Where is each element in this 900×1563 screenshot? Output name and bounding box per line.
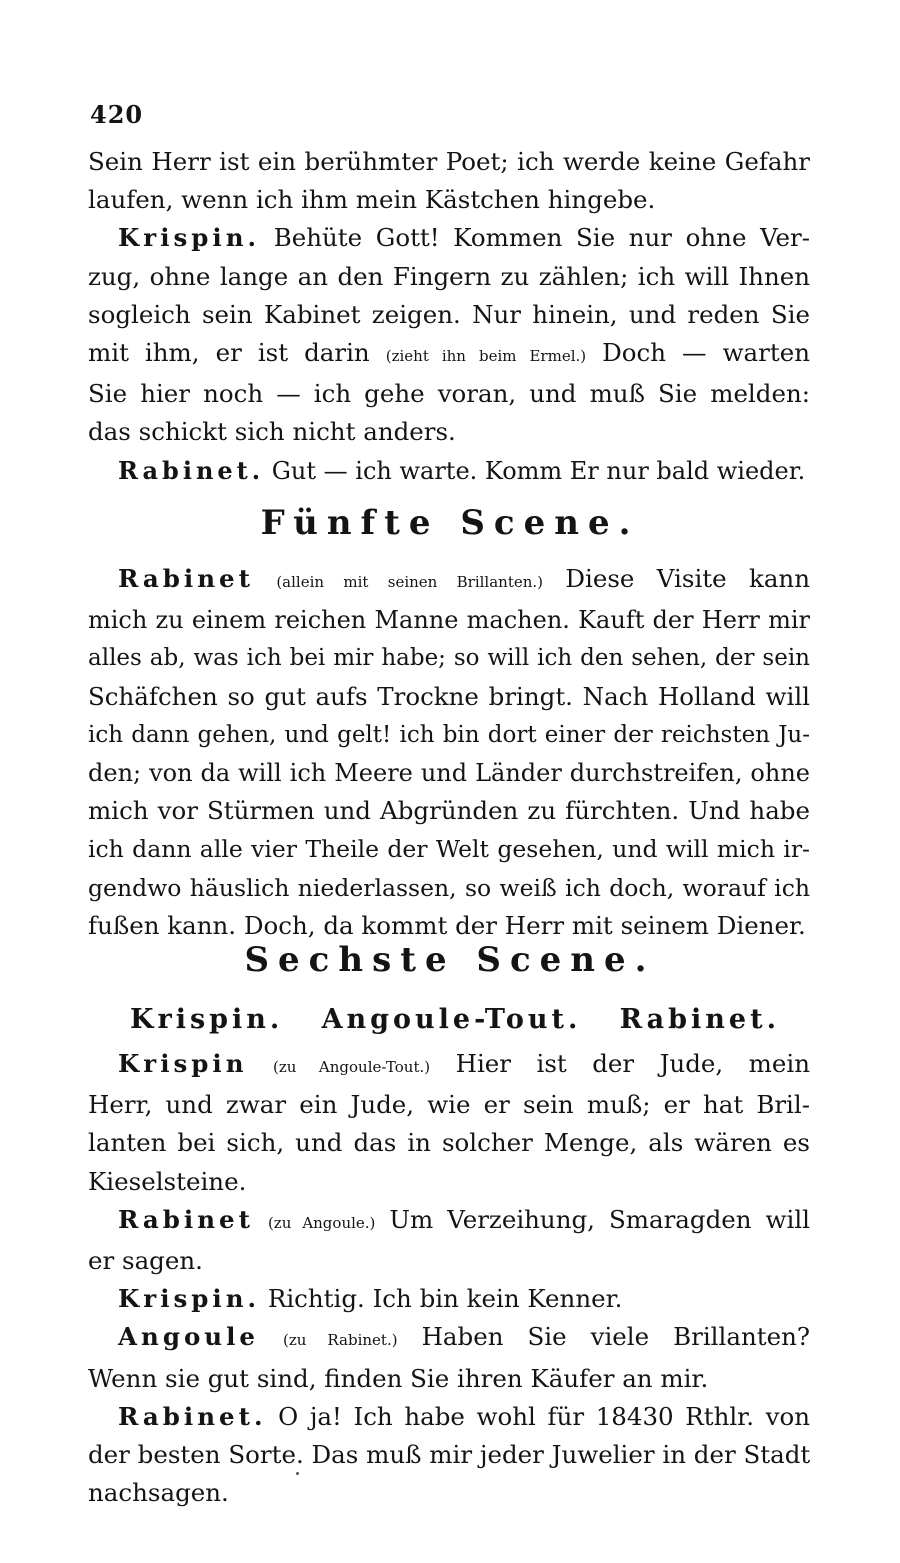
text-line <box>88 792 810 830</box>
text-line <box>88 1086 810 1124</box>
cast-member: Rabinet. <box>619 1004 780 1035</box>
stage-direction: (zu Angoule-Tout.) <box>273 1058 431 1076</box>
line-text: mich zu einem reichen Manne machen. Kauft der Herr mir <box>88 606 810 635</box>
text-line <box>88 296 810 334</box>
speaker-name: Rabinet. <box>118 1401 267 1431</box>
line-text: Wenn sie gut sind, finden Sie ihren Käufer an mir. <box>88 1363 709 1393</box>
speaker-name: Angoule <box>118 1322 260 1352</box>
line-text: nachsagen. <box>88 1478 229 1508</box>
line-text: Hier ist der Jude, mein <box>430 1049 810 1078</box>
speaker-name: Krispin <box>118 1049 248 1078</box>
line-text <box>254 564 276 593</box>
text-line <box>88 1360 810 1398</box>
line-text: alles ab, was ich bei mir habe; so will ich den sehen, der sein <box>88 645 810 672</box>
line-text: Doch — warten <box>586 338 810 368</box>
speaker-name: Krispin. <box>118 223 261 253</box>
line-text: mit ihm, er ist darin <box>88 338 386 368</box>
text-line <box>88 181 810 219</box>
line-text: sogleich sein Kabinet zeigen. Nur hinein, und reden Sie <box>88 299 810 329</box>
text-line <box>88 1398 810 1436</box>
text-line <box>88 1318 810 1359</box>
line-text: Kieselsteine. <box>88 1166 247 1196</box>
line-text: gendwo häuslich niederlassen, so weiß ich doch, worauf ich <box>88 873 810 902</box>
line-text: der besten Sorte. Das muß mir jeder Juwelier in der Stadt <box>88 1440 811 1470</box>
text-line <box>88 560 810 601</box>
line-text: Sie hier noch — ich gehe voran, und muß Sie melden: <box>88 379 810 409</box>
text-line <box>88 452 810 490</box>
line-text: ich dann gehen, und gelt! ich bin dort einer der reichsten Ju- <box>88 721 810 748</box>
line-text: er sagen. <box>88 1246 203 1276</box>
line-text: Gut — ich warte. Komm Er nur bald wieder. <box>264 456 806 485</box>
line-text: O ja! Ich habe wohl für 18430 Rthlr. von <box>266 1401 810 1431</box>
page-number: 420 <box>90 100 144 129</box>
text-line <box>88 639 810 677</box>
dialogue-block-1 <box>88 143 810 490</box>
monologue-block <box>88 560 810 945</box>
stage-direction: (zu Angoule.) <box>267 1213 376 1232</box>
line-text: zug, ohne lange an den Fingern zu zählen; ich will Ihnen <box>88 261 810 291</box>
text-line <box>88 754 810 792</box>
line-text: laufen, wenn ich ihm mein Kästchen hingebe. <box>88 185 656 215</box>
line-text: ich dann alle vier Theile der Welt gesehen, und will mich ir- <box>88 835 810 864</box>
text-line <box>88 1163 810 1201</box>
text-line <box>88 334 810 375</box>
stage-direction: (zu Rabinet.) <box>283 1331 398 1350</box>
line-text <box>248 1049 273 1078</box>
speaker-name: Rabinet <box>118 1204 254 1234</box>
text-line <box>88 1280 810 1318</box>
cast-list <box>130 1004 780 1035</box>
line-text: Sein Herr ist ein berühmter Poet; ich werde keine Gefahr <box>88 147 810 176</box>
text-line <box>88 375 810 413</box>
text-line <box>88 830 810 868</box>
text-line <box>88 1045 810 1086</box>
text-line <box>88 1436 810 1474</box>
text-line <box>88 258 810 296</box>
line-text: den; von da will ich Meere und Länder durchstreifen, ohne <box>88 759 810 788</box>
line-text: mich vor Stürmen und Abgründen zu fürchten. Und habe <box>88 796 810 826</box>
text-line <box>88 1474 810 1512</box>
text-line <box>88 219 810 257</box>
speaker-name: Rabinet <box>118 564 254 593</box>
stage-direction: (allein mit seinen Brillanten.) <box>276 573 544 591</box>
text-line <box>88 601 810 639</box>
line-text: das schickt sich nicht anders. <box>88 417 456 447</box>
speaker-name: Krispin. <box>118 1284 261 1314</box>
text-line <box>88 143 810 181</box>
line-text: Schäfchen so gut aufs Trockne bringt. Nach Holland will <box>88 681 810 711</box>
line-text <box>259 1322 283 1351</box>
cast-member: Krispin. <box>130 1004 284 1035</box>
line-text <box>254 1205 268 1234</box>
line-text: Behüte Gott! Kommen Sie nur ohne Ver- <box>260 223 810 253</box>
line-text: Herr, und zwar ein Jude, wie er sein muß; er hat Bril- <box>88 1090 810 1120</box>
text-line <box>88 716 810 754</box>
scene-heading-sechste: Sechste Scene. <box>244 940 656 980</box>
text-line <box>88 413 810 451</box>
scene-heading-fuenfte: Fünfte Scene. <box>260 503 640 543</box>
dialogue-block-2 <box>88 1045 810 1512</box>
text-line <box>88 1124 810 1162</box>
line-text: Diese Visite kann <box>543 564 810 593</box>
line-text: lanten bei sich, und das in solcher Menge, als wären es <box>88 1128 810 1158</box>
line-text: Um Verzeihung, Smaragden will <box>375 1204 810 1234</box>
line-text: fußen kann. Doch, da kommt der Herr mit seinem Diener. <box>88 910 806 940</box>
line-text: Richtig. Ich bin kein Kenner. <box>260 1284 623 1314</box>
text-line <box>88 1242 810 1280</box>
speaker-name: Rabinet. <box>118 455 265 485</box>
stage-direction: (zieht ihn beim Ermel.) <box>385 347 587 366</box>
line-text: Haben Sie viele Brillanten? <box>397 1322 810 1352</box>
text-line <box>88 869 810 907</box>
text-line <box>88 678 810 716</box>
ink-speck <box>296 1472 299 1475</box>
cast-member: Angoule-Tout. <box>321 1004 582 1035</box>
text-line <box>88 1201 810 1242</box>
